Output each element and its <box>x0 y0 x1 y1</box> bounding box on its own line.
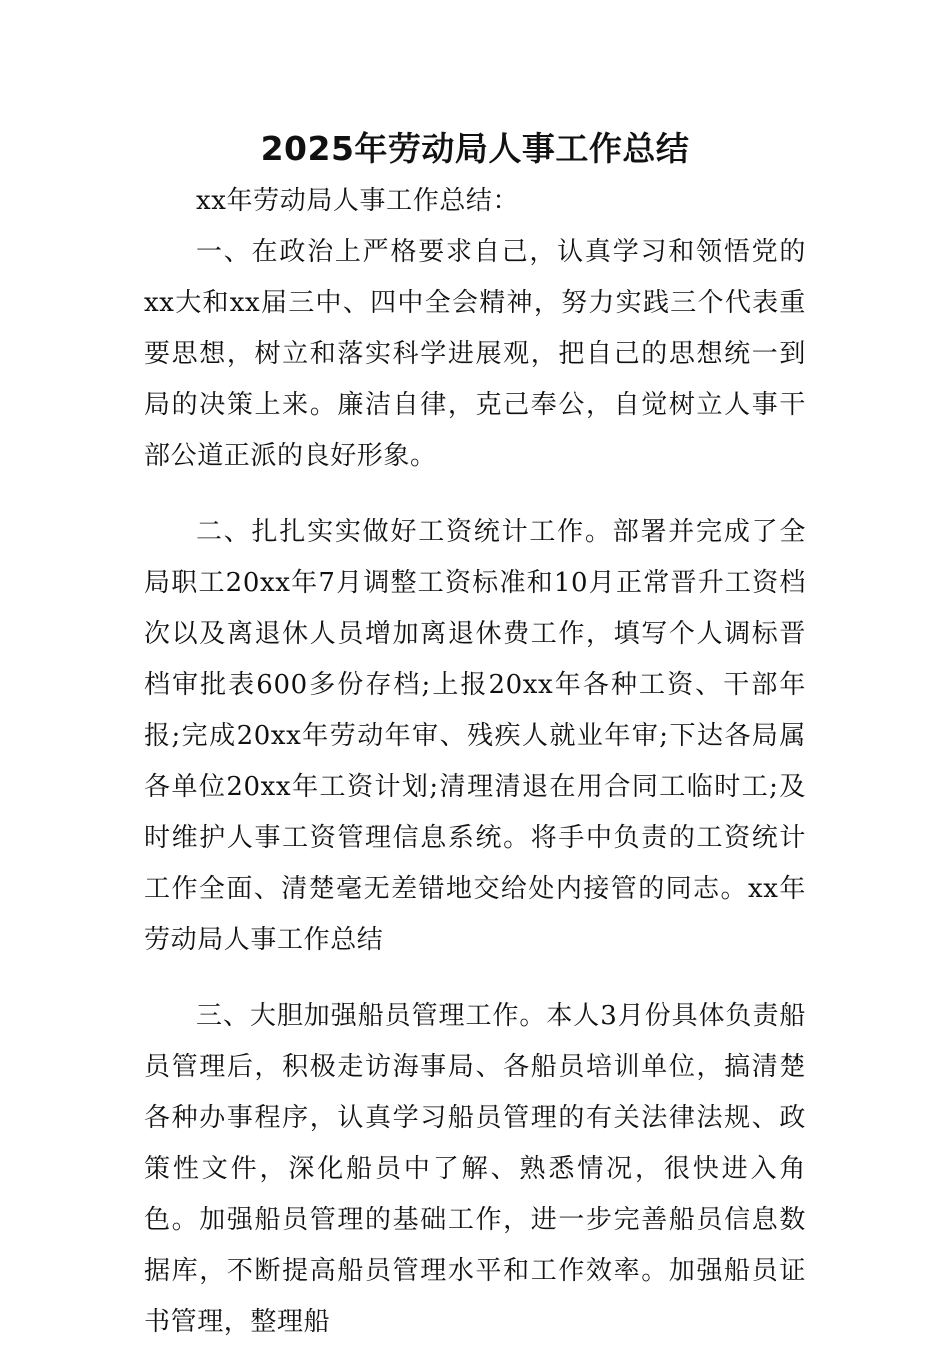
paragraph-crew: 三、大胆加强船员管理工作。本人3月份具体负责船员管理后，积极走访海事局、各船员培训单位，搞清楚各种办事程序，认真学习船员管理的有关法律法规、政策性文件，深化船员中了解、熟悉情况，很快进入角色。加强船员管理的基础工作，进一步完善船员信息数据库，不断提高船员管理水平和工作效率。加强船员证书管理，整理船 <box>144 1001 806 1337</box>
document-title: 2025年劳动局人事工作总结 <box>260 129 690 168</box>
paragraph-intro: xx年劳动局人事工作总结： <box>196 186 520 216</box>
paragraph-political: 一、在政治上严格要求自己，认真学习和领悟党的xx大和xx届三中、四中全会精神，努力实践三个代表重要思想，树立和落实科学进展观，把自己的思想统一到局的决策上来。廉洁自律，克己奉公，自觉树立人事干部公道正派的良好形象。 <box>144 237 806 471</box>
paragraph-wages: 二、扎扎实实做好工资统计工作。部署并完成了全局职工20xx年7月调整工资标准和10月正常晋升工资档次以及离退休人员增加离退休费工作，填写个人调标晋档审批表600多份存档;上报20xx年各种工资、干部年报;完成20xx年劳动年审、残疾人就业年审;下达各局属各单位20xx年工资计划;清理清退在用合同工临时工;及时维护人事工资管理信息系统。将手中负责的工资统计工作全面、清楚毫无差错地交给处内接管的同志。xx年劳动局人事工作总结 <box>144 517 806 955</box>
document-body <box>144 176 806 1348</box>
